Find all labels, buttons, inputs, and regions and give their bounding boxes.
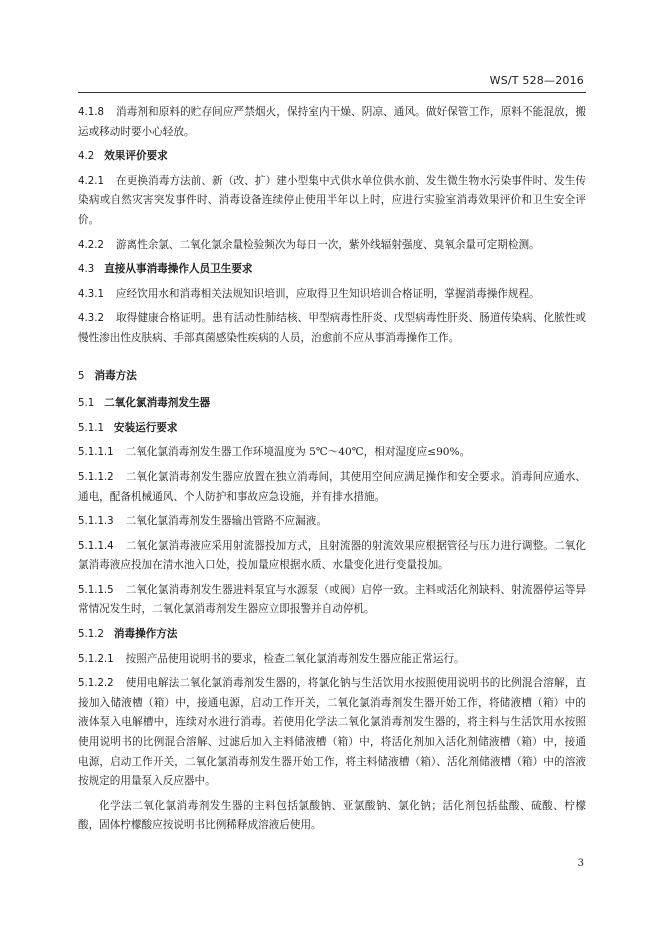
clause-number: 5 [78, 370, 85, 382]
clause-text: 二氧化氯消毒剂发生器应放置在独立消毒间，其使用空间应满足操作和安全要求。消毒间应通水、通电，配备机械通风、个人防护和事故应急设施，并有排水措施。 [78, 470, 586, 503]
clause-number: 4.1.8 [78, 107, 104, 118]
clause-text: 消毒剂和原料的贮存间应严禁烟火，保持室内干燥、阴凉、通风。做好保管工作，原料不能混放，搬运或移动时要小心轻放。 [78, 106, 586, 138]
clause-number: 4.2.2 [78, 239, 104, 251]
clause-text: 消毒方法 [94, 369, 137, 382]
clause-number: 5.1 [78, 398, 95, 410]
clause-text: 二氧化氯消毒液应采用射流器投加方式，且射流器的射流效果应根据管径与压力进行调整。二氧化氯消毒液应投加在清水池入口处，投加量应根据水质、水量变化进行变量投加。 [78, 539, 586, 572]
document-body [78, 103, 586, 841]
clause-text: 直接从事消毒操作人员卫生要求 [104, 263, 253, 276]
standard-number: WS/T 528—2016 [489, 74, 584, 87]
clause-paragraph [78, 172, 586, 231]
clause-text: 游离性余氯、二氧化氯余量检验频次为每日一次，紫外线辐射强度、臭氧余量可定期检测。 [115, 238, 540, 251]
clause-number: 5.1.1.4 [78, 540, 114, 552]
clause-text: 使用电解法二氧化氯消毒剂发生器的，将氯化钠与生活饮用水按照使用说明书的比例混合溶解，直接加入储液槽（箱）中，接通电源，启动工作开关，二氧化氯消毒剂发生器开始工作，将储液槽（箱）中的液体泵入电解槽中，连续对水进行消毒。若使用化学法二氧化氯消毒剂发生器的，将主料与生活饮用水按照使用说明书的比例混合溶解、过滤后加入主料储液槽（箱）中，将活化剂加入活化剂储液槽（箱）中，接通电源，启动工作开关，二氧化氯消毒剂发生器开始工作，将主料储液槽（箱）、活化剂储液槽（箱）中的溶液按规定的用量泵入反应器中。 [78, 677, 586, 788]
body-paragraph [78, 797, 586, 836]
clause-paragraph [78, 468, 586, 507]
clause-paragraph [78, 674, 586, 792]
clause-text: 效果评价要求 [104, 150, 168, 163]
clause-number: 4.3.1 [78, 288, 104, 300]
clause-text: 二氧化氯消毒剂发生器输出管路不应漏液。 [125, 515, 327, 528]
clause-text: 二氧化氯消毒剂发生器 [104, 397, 211, 410]
clause-paragraph [78, 512, 586, 532]
clause-paragraph [78, 236, 586, 256]
clause-text: 安装运行要求 [113, 421, 178, 434]
clause-paragraph [78, 103, 586, 142]
clause-text: 化学法二氧化氯消毒剂发生器的主料包括氯酸钠、亚氯酸钠、氯化钠；活化剂包括盐酸、硫酸、柠檬酸，固体柠檬酸应按说明书比例稀释成溶液后使用。 [78, 799, 586, 832]
clause-paragraph [78, 309, 586, 348]
clause-paragraph [78, 581, 586, 620]
clause-number: 5.1.1.2 [78, 471, 114, 483]
clause-number: 4.3.2 [78, 313, 104, 325]
clause-paragraph [78, 443, 586, 463]
clause-number: 5.1.1.3 [78, 516, 114, 528]
clause-text: 消毒操作方法 [113, 628, 178, 641]
clause-number: 4.2 [78, 151, 95, 163]
clause-number: 5.1.1.1 [78, 447, 114, 459]
clause-number: 5.1.1 [78, 422, 104, 434]
page-number: 3 [577, 858, 584, 869]
clause-text: 应经饮用水和消毒相关法规知识培训，应取得卫生知识培训合格证明，掌握消毒操作规程。 [115, 287, 540, 300]
clause-number: 5.1.1.5 [78, 584, 114, 596]
clause-number: 5.1.2.1 [78, 653, 114, 665]
clause-text: 取得健康合格证明。患有活动性肺结核、甲型病毒性肝炎、戊型病毒性肝炎、肠道传染病、化脓性或慢性渗出性皮肤病、手部真菌感染性疾病的人员，治愈前不应从事消毒操作工作。 [78, 312, 586, 344]
clause-number: 5.1.2 [78, 629, 104, 641]
section-heading [78, 367, 586, 387]
section-heading [78, 625, 586, 645]
section-heading [78, 419, 586, 439]
header-rule [78, 92, 586, 93]
clause-text: 在更换消毒方法前、新（改、扩）建小型集中式供水单位供水前、发生微生物水污染事件时、发生传染病或自然灾害突发事件时、消毒设备连续停止使用半年以上时，应进行实验室消毒效果评价和卫生安全评价。 [78, 174, 586, 226]
section-heading [78, 260, 586, 280]
clause-paragraph [78, 285, 586, 305]
clause-number: 5.1.2.2 [78, 678, 114, 690]
clause-text: 二氧化氯消毒剂发生器进料泵宜与水源泵（或阀）启停一致。主料或活化剂缺料、射流器停运等异常情况发生时，二氧化氯消毒剂发生器应立即报警并自动停机。 [78, 583, 586, 616]
section-heading [78, 147, 586, 167]
clause-number: 4.3 [78, 264, 95, 276]
clause-paragraph [78, 537, 586, 576]
clause-text: 按照产品使用说明书的要求，检查二氧化氯消毒剂发生器应能正常运行。 [125, 652, 465, 665]
section-heading [78, 394, 586, 414]
clause-number: 4.2.1 [78, 175, 104, 187]
clause-paragraph [78, 650, 586, 670]
clause-text: 二氧化氯消毒剂发生器工作环境温度为 5℃～40℃，相对湿度应≤90%。 [125, 446, 471, 459]
